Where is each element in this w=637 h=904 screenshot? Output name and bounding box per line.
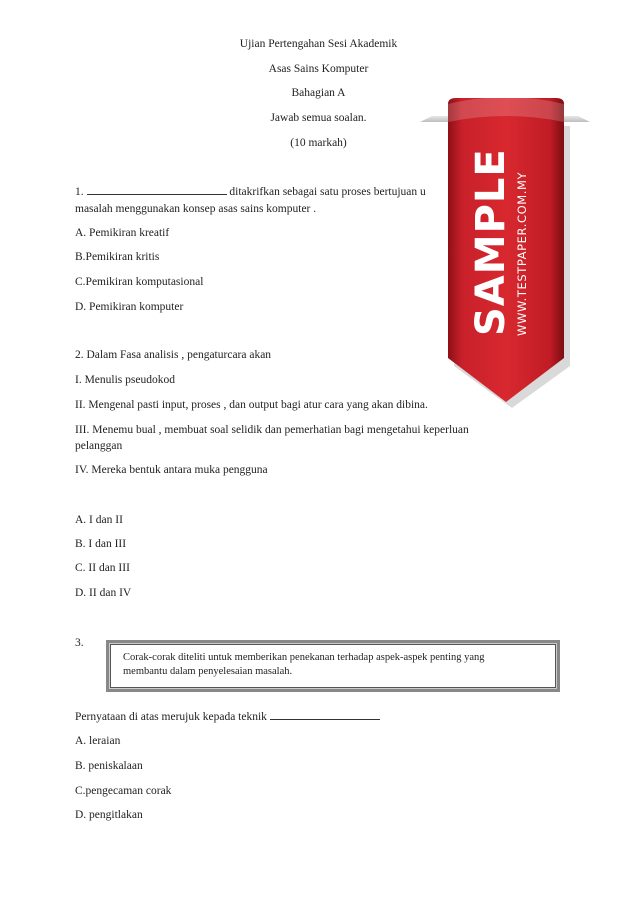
q3-statement-text	[123, 651, 543, 679]
q1-stem-line-1	[75, 186, 426, 198]
q2-item-1: I. Menulis pseudokod	[75, 374, 175, 386]
header-line-5: (10 markah)	[290, 137, 347, 149]
q3-option-a: A. leraian	[75, 735, 121, 747]
q3-statement-line-2: membantu dalam penyelesaian masalah.	[123, 666, 293, 677]
sample-ribbon-watermark	[420, 96, 590, 416]
q2-item-2: II. Mengenal pasti input, proses , dan output bagi atur cara yang akan dibina.	[75, 399, 428, 411]
ribbon-word: SAMPLE	[468, 148, 514, 336]
q2-item-3: III. Menemu bual , membuat soal selidik dan pemerhatian bagi mengetahui keperluan	[75, 424, 469, 436]
q2-item-4: IV. Mereka bentuk antara muka pengguna	[75, 464, 268, 476]
q3-stem	[75, 711, 380, 723]
q3-option-b: B. peniskalaan	[75, 760, 143, 772]
q2-option-a: A. I dan II	[75, 514, 123, 526]
header-line-2: Asas Sains Komputer	[268, 63, 369, 75]
q3-option-c: C.pengecaman corak	[75, 785, 172, 797]
q1-number: 1.	[75, 186, 84, 198]
q1-option-d: D. Pemikiran komputer	[75, 301, 184, 313]
q2-option-c: C. II dan III	[75, 562, 130, 574]
ribbon-site: WWW.TESTPAPER.COM.MY	[515, 171, 529, 336]
q1-option-a: A. Pemikiran kreatif	[75, 227, 170, 239]
q3-option-d: D. pengitlakan	[75, 809, 143, 821]
q3-number: 3.	[75, 637, 84, 649]
q2-stem: 2. Dalam Fasa analisis , pengaturcara akan	[75, 349, 272, 361]
q3-stem-text: Pernyataan di atas merujuk kepada teknik	[75, 711, 267, 723]
q2-option-d: D. II dan IV	[75, 587, 132, 599]
header-line-4: Jawab semua soalan.	[270, 112, 367, 124]
q1-stem-a: ditakrifkan sebagai satu proses bertujuan u	[229, 186, 426, 198]
q2-option-b: B. I dan III	[75, 538, 127, 550]
header-line-3: Bahagian A	[291, 87, 346, 99]
q3-statement-box	[106, 640, 560, 692]
q3-statement-line-1: Corak-corak diteliti untuk memberikan penekanan terhadap aspek-aspek penting yang	[123, 652, 485, 663]
q1-option-c: C.Pemikiran komputasional	[75, 276, 204, 288]
header-line-1: Ujian Pertengahan Sesi Akademik	[239, 38, 398, 50]
q1-stem-line-2: masalah menggunakan konsep asas sains komputer .	[75, 203, 317, 215]
q1-option-b: B.Pemikiran kritis	[75, 251, 160, 263]
q3-answer-blank	[270, 719, 380, 720]
q2-item-3-cont: pelanggan	[75, 440, 123, 452]
q1-answer-blank	[87, 194, 227, 195]
